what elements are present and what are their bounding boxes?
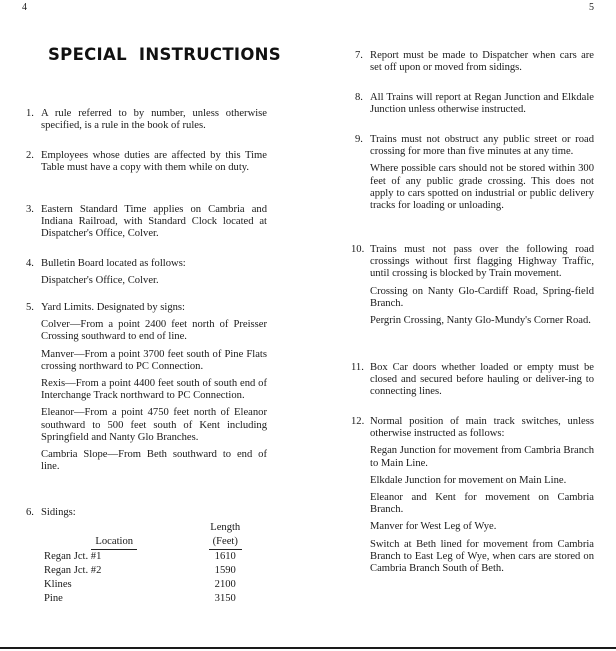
instruction-1 — [26, 108, 267, 132]
yard-limit-cambria-slope: Cambria Slope—From Beth southward to end of line. — [41, 449, 267, 473]
item-number: 1. — [26, 108, 34, 119]
column-header-length — [184, 521, 266, 550]
instruction-12 — [351, 416, 594, 575]
sidings-table — [44, 521, 266, 606]
item-text: Bulletin Board located as follows: — [41, 258, 186, 269]
item-text: Sidings: — [41, 507, 76, 518]
table-row — [44, 550, 266, 564]
item-text: Trains must not obstruct any public street or road crossing for more than five minutes at any time. — [370, 134, 594, 158]
siding-location: Regan Jct. #2 — [44, 565, 102, 576]
item-number: 9. — [355, 134, 363, 145]
item-number: 4. — [26, 258, 34, 269]
right-page — [308, 0, 616, 651]
length-header-line1: Length — [210, 522, 241, 533]
instruction-7 — [355, 50, 594, 74]
item-subparagraph: Where possible cars should not be stored within 300 feet of any public grade crossing. This does not apply to cars spotted on industrial or public delivery tracks for loading or unloading. — [370, 163, 594, 212]
item-text: All Trains will report at Regan Junction and Elkdale Junction unless otherwise instructed. — [370, 92, 594, 116]
item-number: 11. — [351, 362, 364, 373]
siding-length: 1610 — [214, 551, 236, 562]
instruction-5 — [26, 302, 267, 473]
item-number: 5. — [26, 302, 34, 313]
switch-manver: Manver for West Leg of Wye. — [370, 521, 497, 533]
item-number: 2. — [26, 150, 34, 161]
instruction-3 — [26, 204, 267, 241]
switch-elkdale-junction: Elkdale Junction for movement on Main Line. — [370, 474, 567, 486]
switch-eleanor-kent: Eleanor and Kent for movement on Cambria Branch. — [370, 492, 594, 516]
item-text: Report must be made to Dispatcher when cars are set off upon or moved from sidings. — [370, 50, 594, 74]
item-number: 7. — [355, 50, 363, 61]
table-row — [44, 564, 266, 578]
page-number: 4 — [22, 2, 27, 13]
table-row — [44, 592, 266, 606]
siding-length: 3150 — [214, 593, 236, 604]
item-text: Eastern Standard Time applies on Cambria and Indiana Railroad, with Standard Clock located at Dispatcher's Office, Colver. — [41, 204, 267, 240]
length-header-line2: (Feet) — [209, 535, 242, 550]
siding-location: Pine — [44, 593, 63, 604]
instruction-9 — [355, 134, 594, 212]
siding-location: Regan Jct. #1 — [44, 551, 102, 562]
item-text: Yard Limits. Designated by signs: — [41, 302, 185, 313]
item-text: Trains must not pass over the following road crossings without first flagging Highway Traffic, until crossing is blocked by Train movement. — [370, 244, 594, 280]
instruction-8 — [355, 92, 594, 116]
instruction-4 — [26, 258, 267, 287]
bottom-rule — [0, 647, 616, 649]
yard-limit-eleanor: Eleanor—From a point 4750 feet north of Eleanor southward to 500 feet south of Kent including Springfield and Nanty Glo Branches. — [41, 407, 267, 443]
siding-length: 2100 — [214, 579, 236, 590]
item-text: Box Car doors whether loaded or empty must be closed and secured before hauling or deliver-ing to connecting lines. — [370, 362, 594, 398]
column-header-location: Location — [44, 521, 184, 550]
siding-length: 1590 — [214, 565, 236, 576]
item-number: 6. — [26, 507, 34, 518]
item-number: 3. — [26, 204, 34, 215]
table-row — [44, 578, 266, 592]
switch-beth: Switch at Beth lined for movement from Cambria Branch to East Leg of Wye, when cars are stored on Cambria Branch South of Beth. — [370, 538, 594, 575]
siding-location: Klines — [44, 579, 72, 590]
crossing-pergrin: Pergrin Crossing, Nanty Glo-Mundy's Corner Road. — [370, 315, 591, 327]
yard-limit-manver: Manver—From a point 3700 feet south of Pine Flats crossing northward to PC Connection. — [41, 348, 267, 372]
crossing-nanty-glo-cardiff: Crossing on Nanty Glo-Cardiff Road, Spring-field Branch. — [370, 285, 594, 309]
item-number: 10. — [351, 244, 365, 255]
instruction-11 — [351, 362, 594, 399]
item-number: 8. — [355, 92, 363, 103]
item-text: Employees whose duties are affected by this Time Table must have a copy with them while on duty. — [41, 150, 267, 174]
yard-limit-rexis: Rexis—From a point 4400 feet south of south end of Interchange Track northward to PC Connection. — [41, 378, 267, 402]
item-text: Normal position of main track switches, unless otherwise instructed as follows: — [370, 416, 594, 440]
switch-regan-junction: Regan Junction for movement from Cambria Branch to Main Line. — [370, 445, 594, 469]
item-number: 12. — [351, 416, 365, 427]
instruction-2 — [26, 150, 267, 174]
table-header-row — [44, 521, 266, 550]
item-subparagraph: Dispatcher's Office, Colver. — [41, 275, 159, 287]
instruction-6 — [26, 507, 267, 519]
instruction-10 — [351, 244, 594, 327]
page-number: 5 — [589, 2, 594, 13]
page-title: SPECIAL INSTRUCTIONS — [48, 45, 281, 64]
yard-limit-colver: Colver—From a point 2400 feet north of Preisser Crossing southward to end of line. — [41, 319, 267, 343]
item-text: A rule referred to by number, unless otherwise specified, is a rule in the book of rules. — [41, 108, 267, 132]
